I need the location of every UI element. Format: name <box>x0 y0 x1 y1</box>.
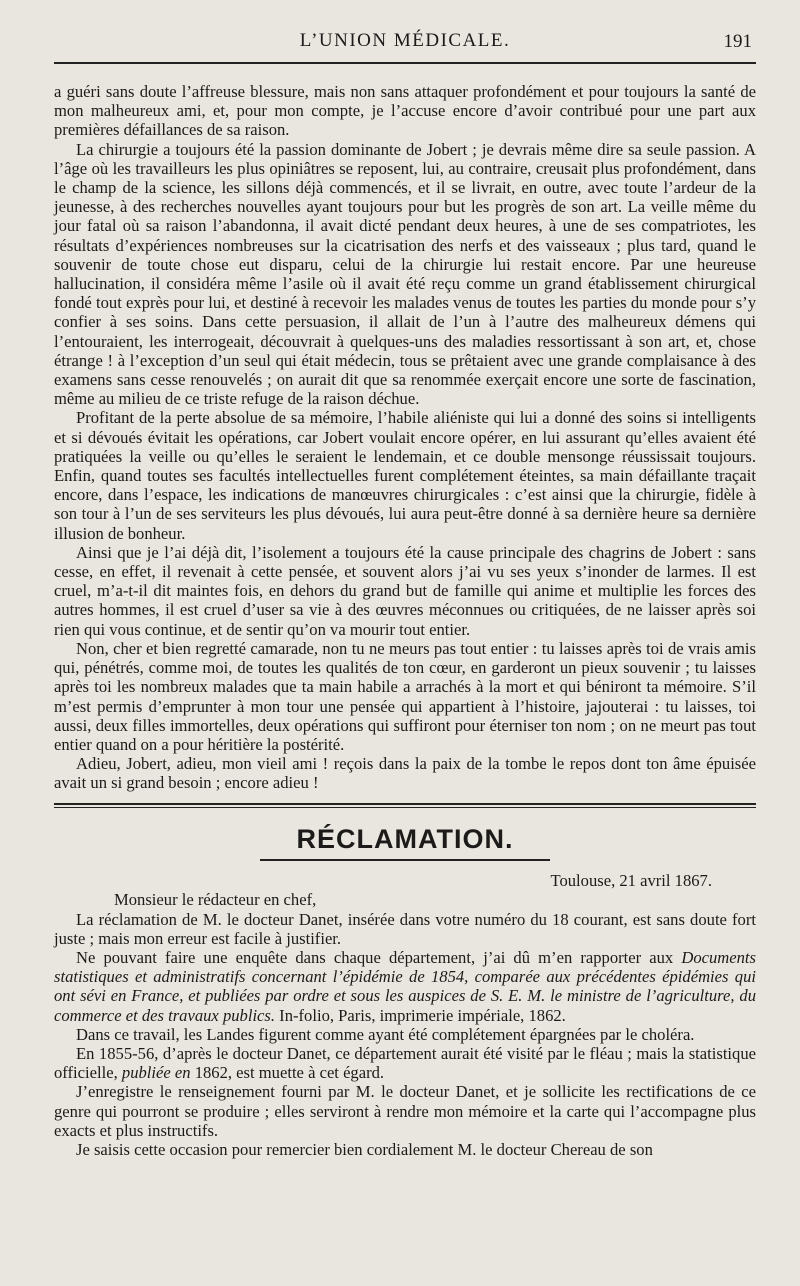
emphasis-text: publiée en <box>121 1063 191 1083</box>
article-paragraph: Non, cher et bien regretté camarade, non tu ne meurs pas tout entier : tu laisses après toi de vrais amis qui, pénétrés, comme moi, de toutes les qualités de ton cœur, en garderont un pieux souvenir ; tu laisses après toi les nombreux malades que ta main habile a arrachés à la mort et qui béniront ta mémoire. S’il m’est permis d’emprunter à mon tour une pensée qui appartient à l’histoire, jajouterai : tu laisses, toi aussi, deux filles immortelles, deux opérations qui suffiront pour éterniser ton nom ; on ne meurt pas tout entier quand on a pour héritière la postérité. <box>54 638 756 754</box>
letter-paragraph <box>54 948 756 1025</box>
letter-text: En 1855-56, d’après le docteur Danet, ce département aurait été visité par le fléau ; mais la statistique officielle, <box>54 1043 756 1083</box>
section-title: RÉCLAMATION. <box>296 823 514 854</box>
section-separator <box>54 803 756 808</box>
article-paragraph: Profitant de la perte absolue de sa mémoire, l’habile aliéniste qui lui a donné des soins si intelligents et si dévoués évitait les opérations, car Jobert voulait encore opérer, en lui assurant qu’elles avaient été pratiquées la veille ou qu’elles le seraient le lendemain, et ce double mensonge réussissait toujours. Enfin, quand toutes ses facultés intellectuelles furent complétement éteintes, sa main défaillante traçait encore, dans l’espace, les indications de manœuvres chirurgicales : c’est ainsi que la chirurgie, fidèle à son tour à l’un de ses serviteurs les plus dévoués, lui aura peut-être donné à sa dernière heure sa dernière illusion de bonheur. <box>54 408 756 543</box>
article-paragraph: Ainsi que je l’ai déjà dit, l’isolement a toujours été la cause principale des chagrins de Jobert : sans cesse, en effet, il revenait à cette pensée, et souvent alors j’ai vu ses yeux s’inonder de larmes. Il est cruel, m’a-t-il dit maintes fois, en dehors du grand but de famille qui anime et multiplie les forces des autres hommes, il est cruel d’user sa vie à des œuvres méconnues ou critiquées, de ne laisser après soi rien qui vous continue, et de sentir qu’on va mourir tout entier. <box>54 542 756 639</box>
article-paragraph: a guéri sans doute l’affreuse blessure, mais non sans attaquer profondément et pour toujours la santé de mon malheureux ami, et, pour mon compte, je l’accuse encore d’avoir contribué pour une part aux premières défaillances de sa raison. <box>54 82 756 140</box>
letter-text: Ne pouvant faire une enquête dans chaque département, j’ai dû m’en rapporter aux <box>76 947 682 967</box>
journal-title: L’UNION MÉDICALE. <box>299 30 511 51</box>
article-paragraph: Adieu, Jobert, adieu, mon vieil ami ! reçois dans la paix de la tombe le repos dont ton âme épuisée avait un si grand besoin ; encore adieu ! <box>54 754 756 793</box>
letter-paragraph: Dans ce travail, les Landes figurent comme ayant été complétement épargnées par le choléra. <box>76 1024 695 1044</box>
letter-paragraph: La réclamation de M. le docteur Danet, insérée dans votre numéro du 18 courant, est sans doute fort juste ; mais mon erreur est facile à justifier. <box>54 909 756 948</box>
article-body <box>54 82 756 793</box>
page-header <box>54 0 756 66</box>
article-paragraph: La chirurgie a toujours été la passion dominante de Jobert ; je devrais même dire sa seule passion. A l’âge où les travailleurs les plus opiniâtres se reposent, lui, au contraire, creusait plus profondément, dans le champ de la science, les sillons déjà commencés, et il se livrait, en outre, avec toute l’ardeur de la jeunesse, à des recherches nouvelles ayant toujours pour but les progrès de son art. La veille même du jour fatal où sa raison l’abandonna, il avait dicté pendant deux heures, à une de ses compatriotes, les résultats d’expériences nombreuses sur la cicatrisation des nerfs et des vaisseaux ; plus tard, quand le souvenir de toute chose eut disparu, celui de la chirurgie lui restait encore. Par une heureuse hallucination, il considéra même l’asile où il avait été reçu comme un grand établissement chirurgical fondé tout exprès pour lui, et destiné à recevoir les malades venus de toutes les parties du monde pour s’y confier à ses soins. Dans cette persuasion, il allait de l’un à l’autre des malheureux démens qui l’entouraient, les interrogeait, découvrait à quelques-uns des maladies ressortissant à son art, et, chose étrange ! à l’exception d’un seul qui était médecin, tous se prêtaient avec une grande complaisance à des examens sans cesse renouvelés ; on aurait dit que sa renommée exerçait encore une sorte de fascination, même au milieu de ce triste refuge de la raison déchue. <box>54 139 756 409</box>
letter-text: In-folio, Paris, imprimerie impériale, 1862. <box>275 1005 566 1025</box>
letter-body <box>54 910 756 1160</box>
letter-text: 1862, est muette à cet égard. <box>190 1063 385 1083</box>
cited-work-title: Documents statistiques et administratifs concernant l’épidémie de 1854, comparée aux précédentes épidémies qui ont sévi en France, et publiées par ordre et sous les auspices de S. E. M. le ministre de l’agriculture, du commerce et des travaux publics. <box>54 947 756 1025</box>
letter-paragraph: Je saisis cette occasion pour remercier bien cordialement M. le docteur Chereau de son <box>76 1139 653 1159</box>
dateline: Toulouse, 21 avril 1867. <box>550 870 712 890</box>
title-rule <box>260 859 550 861</box>
letter-paragraph <box>54 1044 756 1082</box>
letter-paragraph: J’enregistre le renseignement fourni par M. le docteur Danet, et je sollicite les rectifications de ce genre qui pourront se produire ; elles serviront à rendre mon mémoire et la carte qui l’accompagne plus exacts et plus instructifs. <box>54 1082 756 1140</box>
page-number: 191 <box>723 31 752 52</box>
header-rule <box>54 62 756 64</box>
salutation: Monsieur le rédacteur en chef, <box>114 889 317 909</box>
